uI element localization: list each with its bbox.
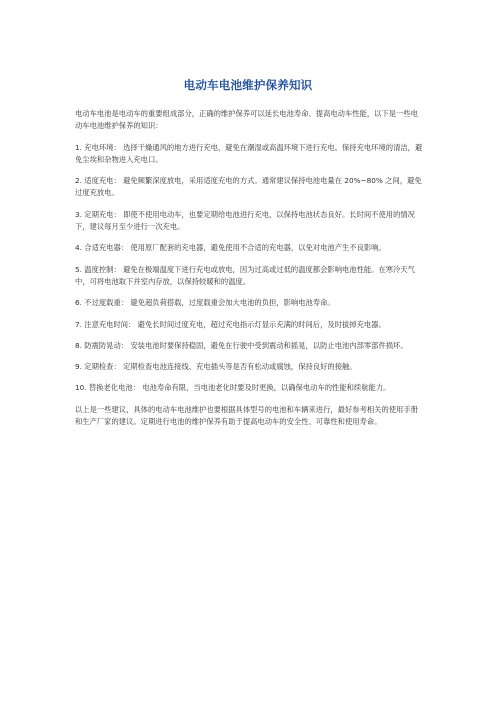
intro-paragraph: 电动车电池是电动车的重要组成部分，正确的维护保养可以延长电池寿命、提高电动车性能，以下是一些电动车电池维护保养的知识： — [75, 109, 418, 131]
list-item: 8. 防震防晃动： 安装电池时要保持稳固，避免在行驶中受到震动和摇晃，以防止电池内部零部件损坏。 — [75, 340, 408, 350]
list-item: 10. 替换老化电池： 电池寿命有限，当电池老化时要及时更换，以确保电动车的性能和续航能力。 — [75, 383, 391, 393]
list-item: 1. 充电环境： 选择干燥通风的地方进行充电，避免在潮湿或高温环境下进行充电。保持充电环境的清洁，避免尘埃和杂物进入充电口。 — [75, 142, 423, 164]
list-item: 9. 定期检查： 定期检查电池连接线、充电插头等是否有松动或腐蚀，保持良好的接触。 — [75, 362, 357, 372]
conclusion-paragraph: 以上是一些建议，具体的电动车电池维护也要根据具体型号的电池和车辆来进行，最好参考相关的使用手册和生产厂家的建议。定期进行电池的维护保养有助于提高电动车的安全性、可靠性和使用寿命。 — [75, 404, 418, 427]
list-item: 7. 注意充电时间： 避免长时间过度充电，超过充电指示灯显示充满的时间后，及时拔掉充电器。 — [75, 319, 386, 329]
list-item: 6. 不过度载重： 避免超负荷搭载，过度载重会加大电池的负担，影响电池寿命。 — [75, 298, 335, 308]
list-item: 2. 适度充电： 避免频繁深度放电，采用适度充电的方式。通常建议保持电池电量在 20%~80% 之间，避免过度充放电。 — [75, 176, 422, 198]
list-item: 4. 合适充电器： 使用原厂配套的充电器，避免使用不合适的充电器，以免对电池产生不良影响。 — [75, 243, 386, 253]
list-item: 3. 定期充电： 即使不使用电动车，也要定期给电池进行充电，以保持电池状态良好。长时间不使用的情况下，建议每月至少进行一次充电。 — [75, 209, 415, 232]
document-title: 电动车电池维护保养知识 — [183, 78, 313, 92]
list-item: 5. 温度控制： 避免在极端温度下进行充电或放电，因为过高或过低的温度都会影响电池性能。在寒冷天气中，可将电池取下并室内存放，以保持较暖和的温度。 — [75, 264, 415, 286]
document-body — [75, 108, 423, 437]
